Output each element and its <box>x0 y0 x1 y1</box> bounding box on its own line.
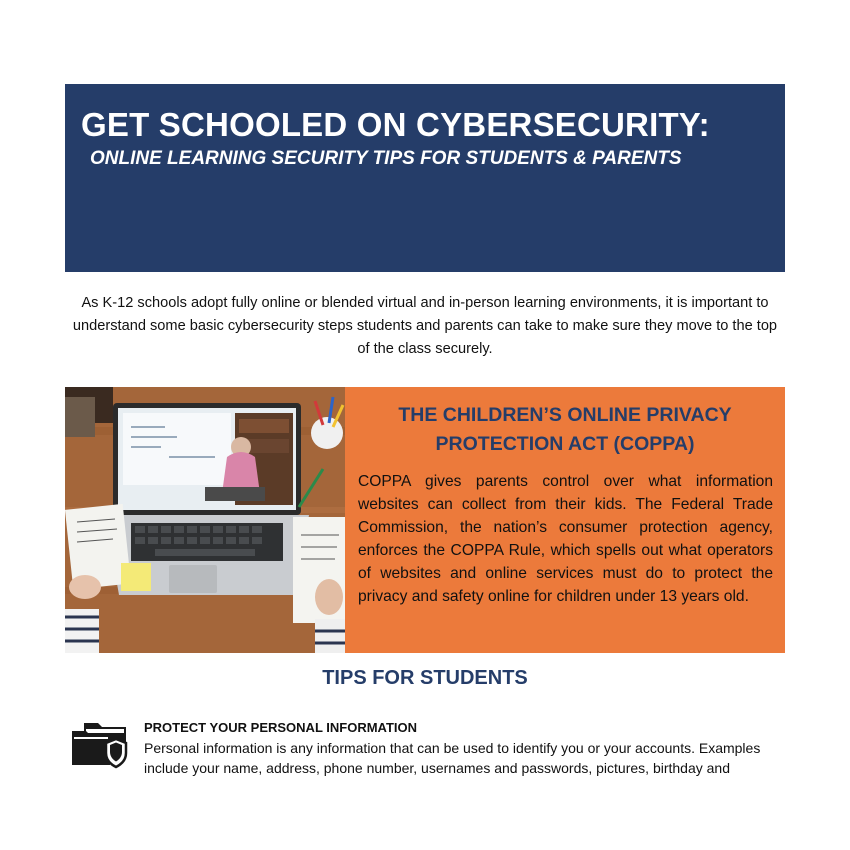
folder-shield-icon <box>70 721 130 767</box>
coppa-heading: THE CHILDREN’S ONLINE PRIVACY PROTECTION ACT (COPPA) <box>398 404 732 455</box>
online-learning-photo <box>65 387 345 653</box>
page-title: GET SCHOOLED ON CYBERSECURITY: <box>81 106 710 143</box>
header-banner <box>65 84 785 272</box>
coppa-panel <box>345 387 785 653</box>
page-subtitle: ONLINE LEARNING SECURITY TIPS FOR STUDENTS & PARENTS <box>90 148 682 169</box>
tips-heading: TIPS FOR STUDENTS <box>322 667 528 689</box>
tip-body: Personal information is any information that can be used to identify you or your accounts. Examples include your name, address, phone number, usernames and passwords, pictures, birthday and <box>144 740 761 776</box>
coppa-body: COPPA gives parents control over what information websites can collect from their kids. The Federal Trade Commission, the nation’s consumer protection agency, enforces the COPPA Rule, which spells out what operators of websites and online services must do to protect the privacy and safety online for children under 13 years old. <box>358 473 773 605</box>
intro-paragraph: As K-12 schools adopt fully online or blended virtual and in-person learning environments, it is important to understand some basic cybersecurity steps students and parents can take to make sure they move to the top of the class securely. <box>72 295 778 357</box>
tip-title: PROTECT YOUR PERSONAL INFORMATION <box>144 720 418 735</box>
